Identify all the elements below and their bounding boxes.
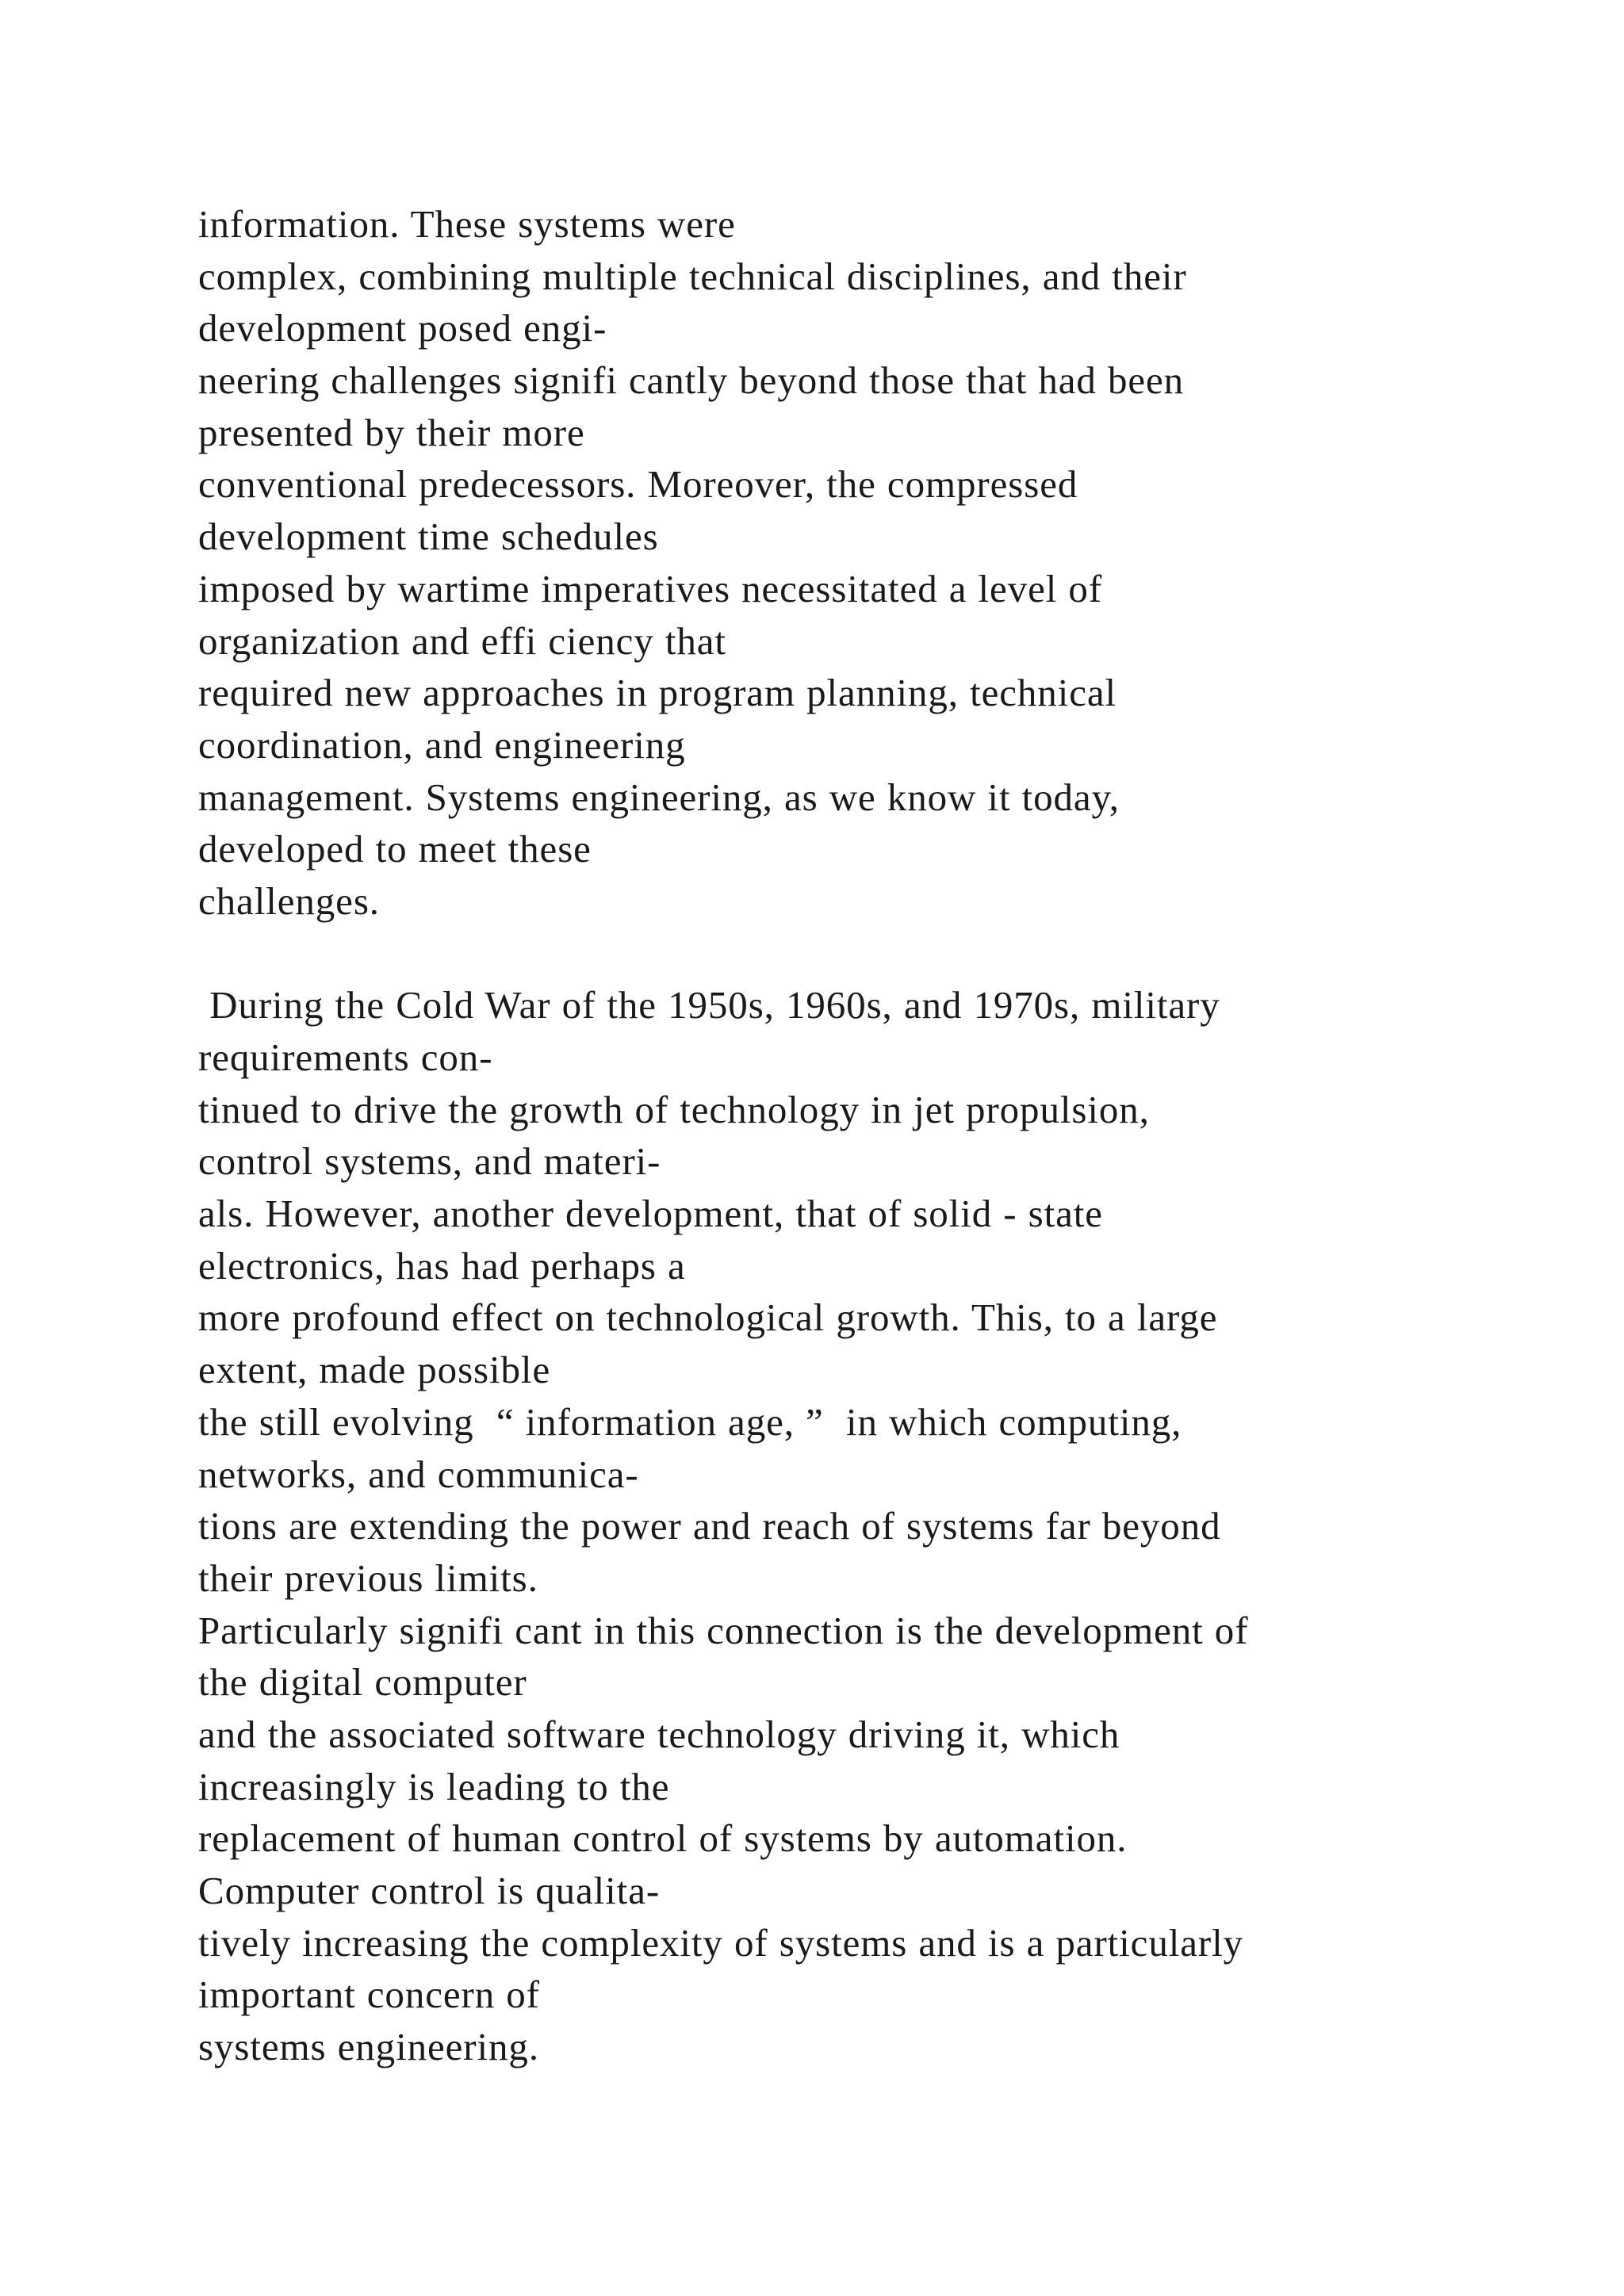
text-line: and the associated software technology driving it, which xyxy=(198,1712,1120,1756)
text-line: organization and effi ciency that xyxy=(198,618,726,663)
text-line: Particularly signifi cant in this connection is the development of xyxy=(198,1608,1249,1652)
paragraph-2 xyxy=(198,979,1562,2072)
text-line: neering challenges signifi cantly beyond those that had been xyxy=(198,358,1185,403)
text-line: increasingly is leading to the xyxy=(198,1764,670,1808)
text-line: their previous limits. xyxy=(198,1556,538,1600)
text-line: systems engineering. xyxy=(198,2025,539,2069)
text-line: Computer control is qualita- xyxy=(198,1869,661,1912)
paragraph-1 xyxy=(198,198,1562,928)
text-line: requirements con- xyxy=(198,1035,493,1079)
text-line: imposed by wartime imperatives necessitated a level of xyxy=(198,566,1103,610)
text-line: developed to meet these xyxy=(198,827,592,871)
text-line: development time schedules xyxy=(198,515,659,559)
text-line: challenges. xyxy=(198,878,380,923)
text-line: During the Cold War of the 1950s, 1960s, and 1970s, military xyxy=(198,983,1220,1027)
text-line: control systems, and materi- xyxy=(198,1139,661,1184)
text-line: more profound effect on technological growth. This, to a large xyxy=(198,1295,1218,1340)
text-line: coordination, and engineering xyxy=(198,722,686,767)
text-line: presented by their more xyxy=(198,410,585,454)
text-line: extent, made possible xyxy=(198,1348,551,1392)
text-line: information. These systems were xyxy=(198,202,736,246)
text-line: tively increasing the complexity of systems and is a particularly xyxy=(198,1920,1244,1965)
text-line: conventional predecessors. Moreover, the compressed xyxy=(198,462,1078,507)
text-line: electronics, has had perhaps a xyxy=(198,1243,686,1288)
text-line: important concern of xyxy=(198,1973,540,2017)
body-text xyxy=(198,198,1562,2073)
text-line: networks, and communica- xyxy=(198,1452,639,1496)
text-line: als. However, another development, that of solid - state xyxy=(198,1192,1103,1236)
text-line: required new approaches in program planning, technical xyxy=(198,671,1117,715)
text-line: tinued to drive the growth of technology in jet propulsion, xyxy=(198,1087,1150,1131)
text-line: the digital computer xyxy=(198,1660,527,1705)
text-line: the still evolving “ information age, ” in which computing, xyxy=(198,1399,1182,1444)
text-line: replacement of human control of systems by automation. xyxy=(198,1816,1128,1861)
text-line: development posed engi- xyxy=(198,306,607,350)
text-line: tions are extending the power and reach of systems far beyond xyxy=(198,1504,1221,1548)
text-line: management. Systems engineering, as we know it today, xyxy=(198,775,1120,819)
paragraph-break xyxy=(198,928,1562,980)
text-line: complex, combining multiple technical disciplines, and their xyxy=(198,254,1187,298)
